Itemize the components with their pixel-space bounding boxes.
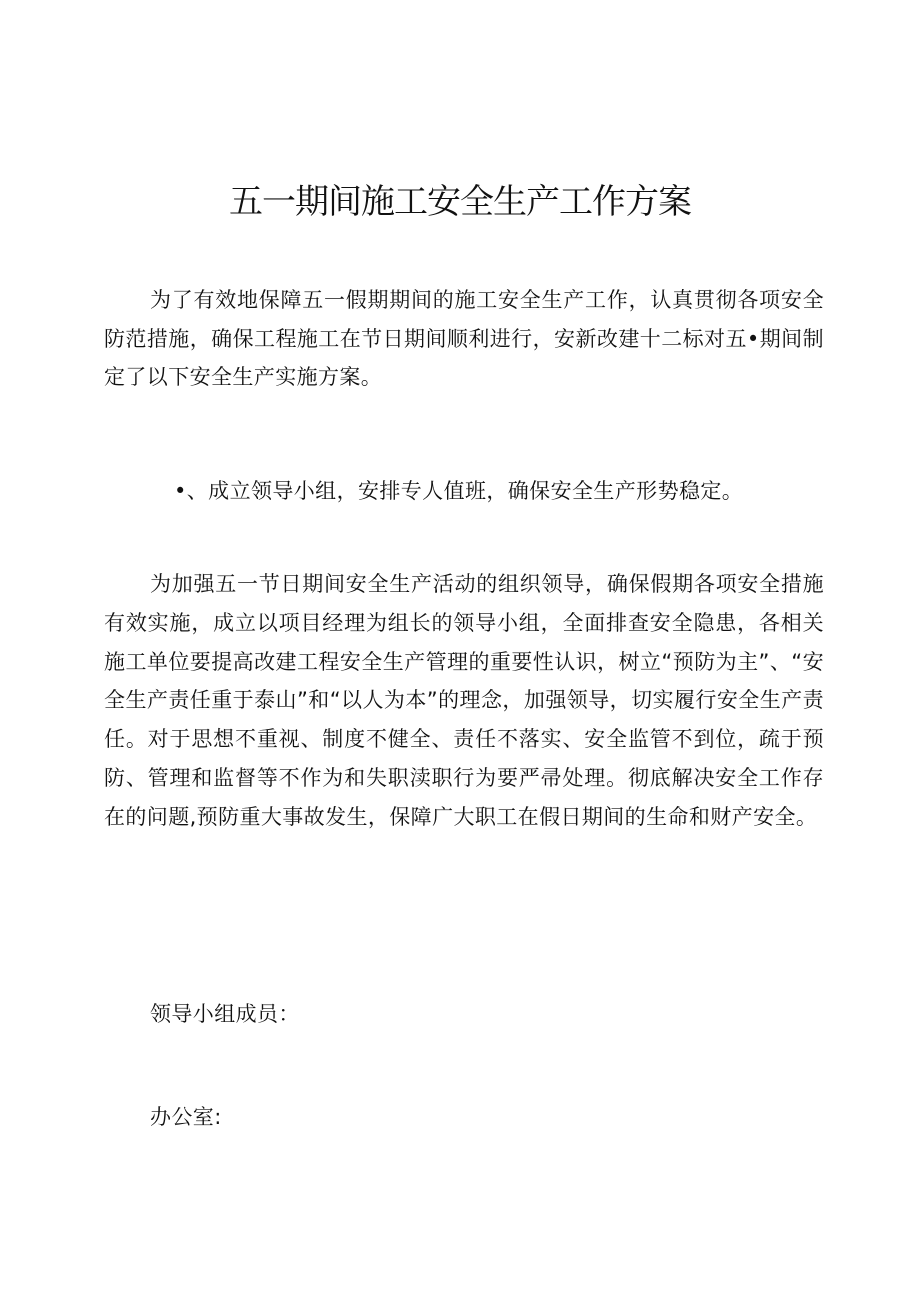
- office-label: 办公室:: [150, 1105, 222, 1129]
- document-title: 五一期间施工安全生产工作方案: [229, 182, 691, 222]
- section-1-heading: •、成立领导小组，安排专人值班，确保安全生产形势稳定。: [174, 479, 744, 503]
- section-1-paragraph: 为加强五一节日期间安全生产活动的组织领导，确保假期各项安全措施有效实施，成立以项目经理为组长的领导小组，全面排查安全隐患，各相关施工单位要提高改建工程安全生产管理的重要性认识，树立“预防为主”、“安全生产责任重于泰山”和“以人为本”的理念，加强领导，切实履行安全生产责任。对于思想不重视、制度不健全、责任不落实、安全监管不到位，疏于预防、管理和监督等不作为和失职渎职行为要严帚处理。彻底解决安全工作存在的问题,预防重大事故发生，保障广大职工在假日期间的生命和财产安全。: [104, 572, 824, 829]
- members-label: 领导小组成员：: [150, 1002, 300, 1026]
- intro-paragraph: 为了有效地保障五一假期期间的施工安全生产工作，认真贯彻各项安全防范措施，确保工程施工在节日期间顺利进行，安新改建十二标对五•期间制定了以下安全生产实施方案。: [104, 288, 824, 389]
